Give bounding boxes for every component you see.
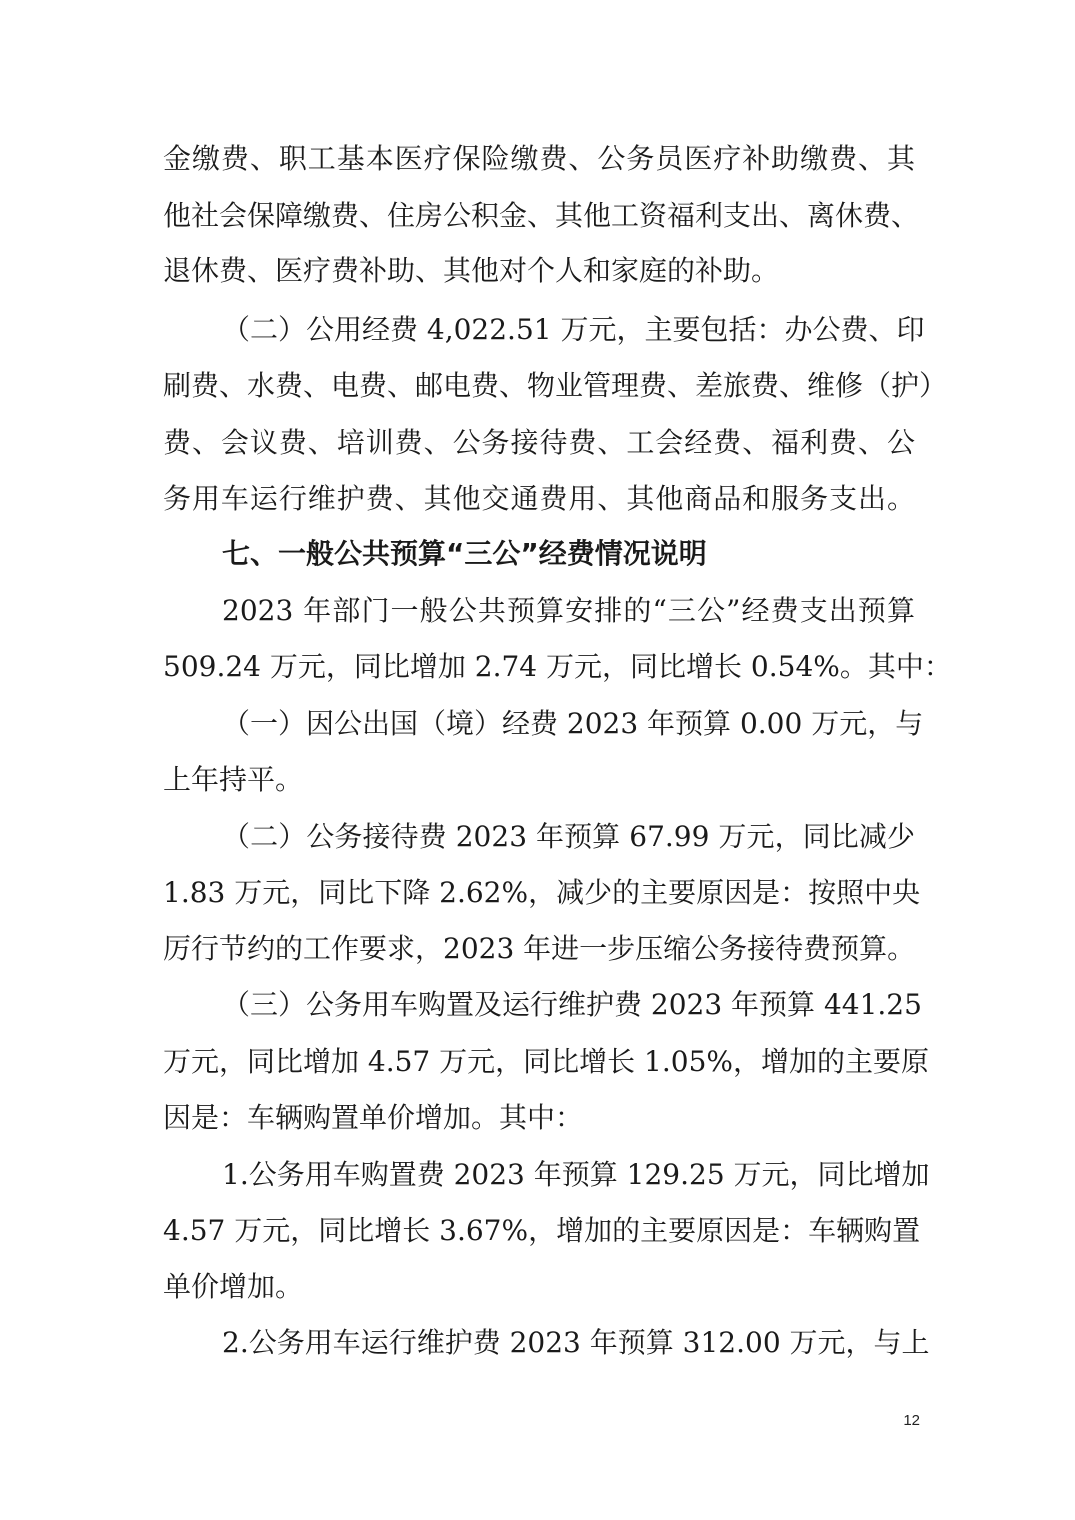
paragraph-line: 费、会议费、培训费、公务接待费、工会经费、福利费、公 (163, 426, 915, 459)
paragraph-line: 1.83 万元，同比下降 2.62%，减少的主要原因是：按照中央 (163, 876, 921, 909)
paragraph-line: （一）因公出国（境）经费 2023 年预算 0.00 万元，与 (222, 707, 924, 740)
paragraph-line: 2023 年部门一般公共预算安排的“三公”经费支出预算 (222, 594, 915, 627)
paragraph-line: 上年持平。 (163, 763, 304, 796)
paragraph-line: （三）公务用车购置及运行维护费 2023 年预算 441.25 (222, 988, 922, 1021)
paragraph-line: （二）公务接待费 2023 年预算 67.99 万元，同比减少 (222, 820, 915, 853)
paragraph-line: 金缴费、职工基本医疗保险缴费、公务员医疗补助缴费、其 (163, 142, 915, 175)
paragraph-line: 万元，同比增加 4.57 万元，同比增长 1.05%，增加的主要原 (163, 1045, 929, 1078)
section-heading: 七、一般公共预算“三公”经费情况说明 (222, 537, 707, 570)
page-number: 12 (903, 1412, 920, 1429)
paragraph-line: 务用车运行维护费、其他交通费用、其他商品和服务支出。 (163, 482, 915, 515)
paragraph-line: 刷费、水费、电费、邮电费、物业管理费、差旅费、维修（护） (163, 369, 948, 402)
paragraph-line: 他社会保障缴费、住房公积金、其他工资福利支出、离休费、 (163, 199, 920, 232)
paragraph-line: 单价增加。 (163, 1270, 304, 1303)
paragraph-line: （二）公用经费 4,022.51 万元，主要包括：办公费、印 (222, 313, 925, 346)
paragraph-line: 2.公务用车运行维护费 2023 年预算 312.00 万元，与上 (222, 1326, 930, 1359)
paragraph-line: 退休费、医疗费补助、其他对个人和家庭的补助。 (163, 254, 780, 287)
paragraph-line: 4.57 万元，同比增长 3.67%，增加的主要原因是：车辆购置 (163, 1214, 921, 1247)
paragraph-line: 厉行节约的工作要求，2023 年进一步压缩公务接待费预算。 (163, 932, 916, 965)
paragraph-line: 1.公务用车购置费 2023 年预算 129.25 万元，同比增加 (222, 1158, 930, 1191)
paragraph-line: 因是：车辆购置单价增加。其中： (163, 1101, 584, 1134)
paragraph-line: 509.24 万元，同比增加 2.74 万元，同比增长 0.54%。其中： (163, 650, 952, 683)
